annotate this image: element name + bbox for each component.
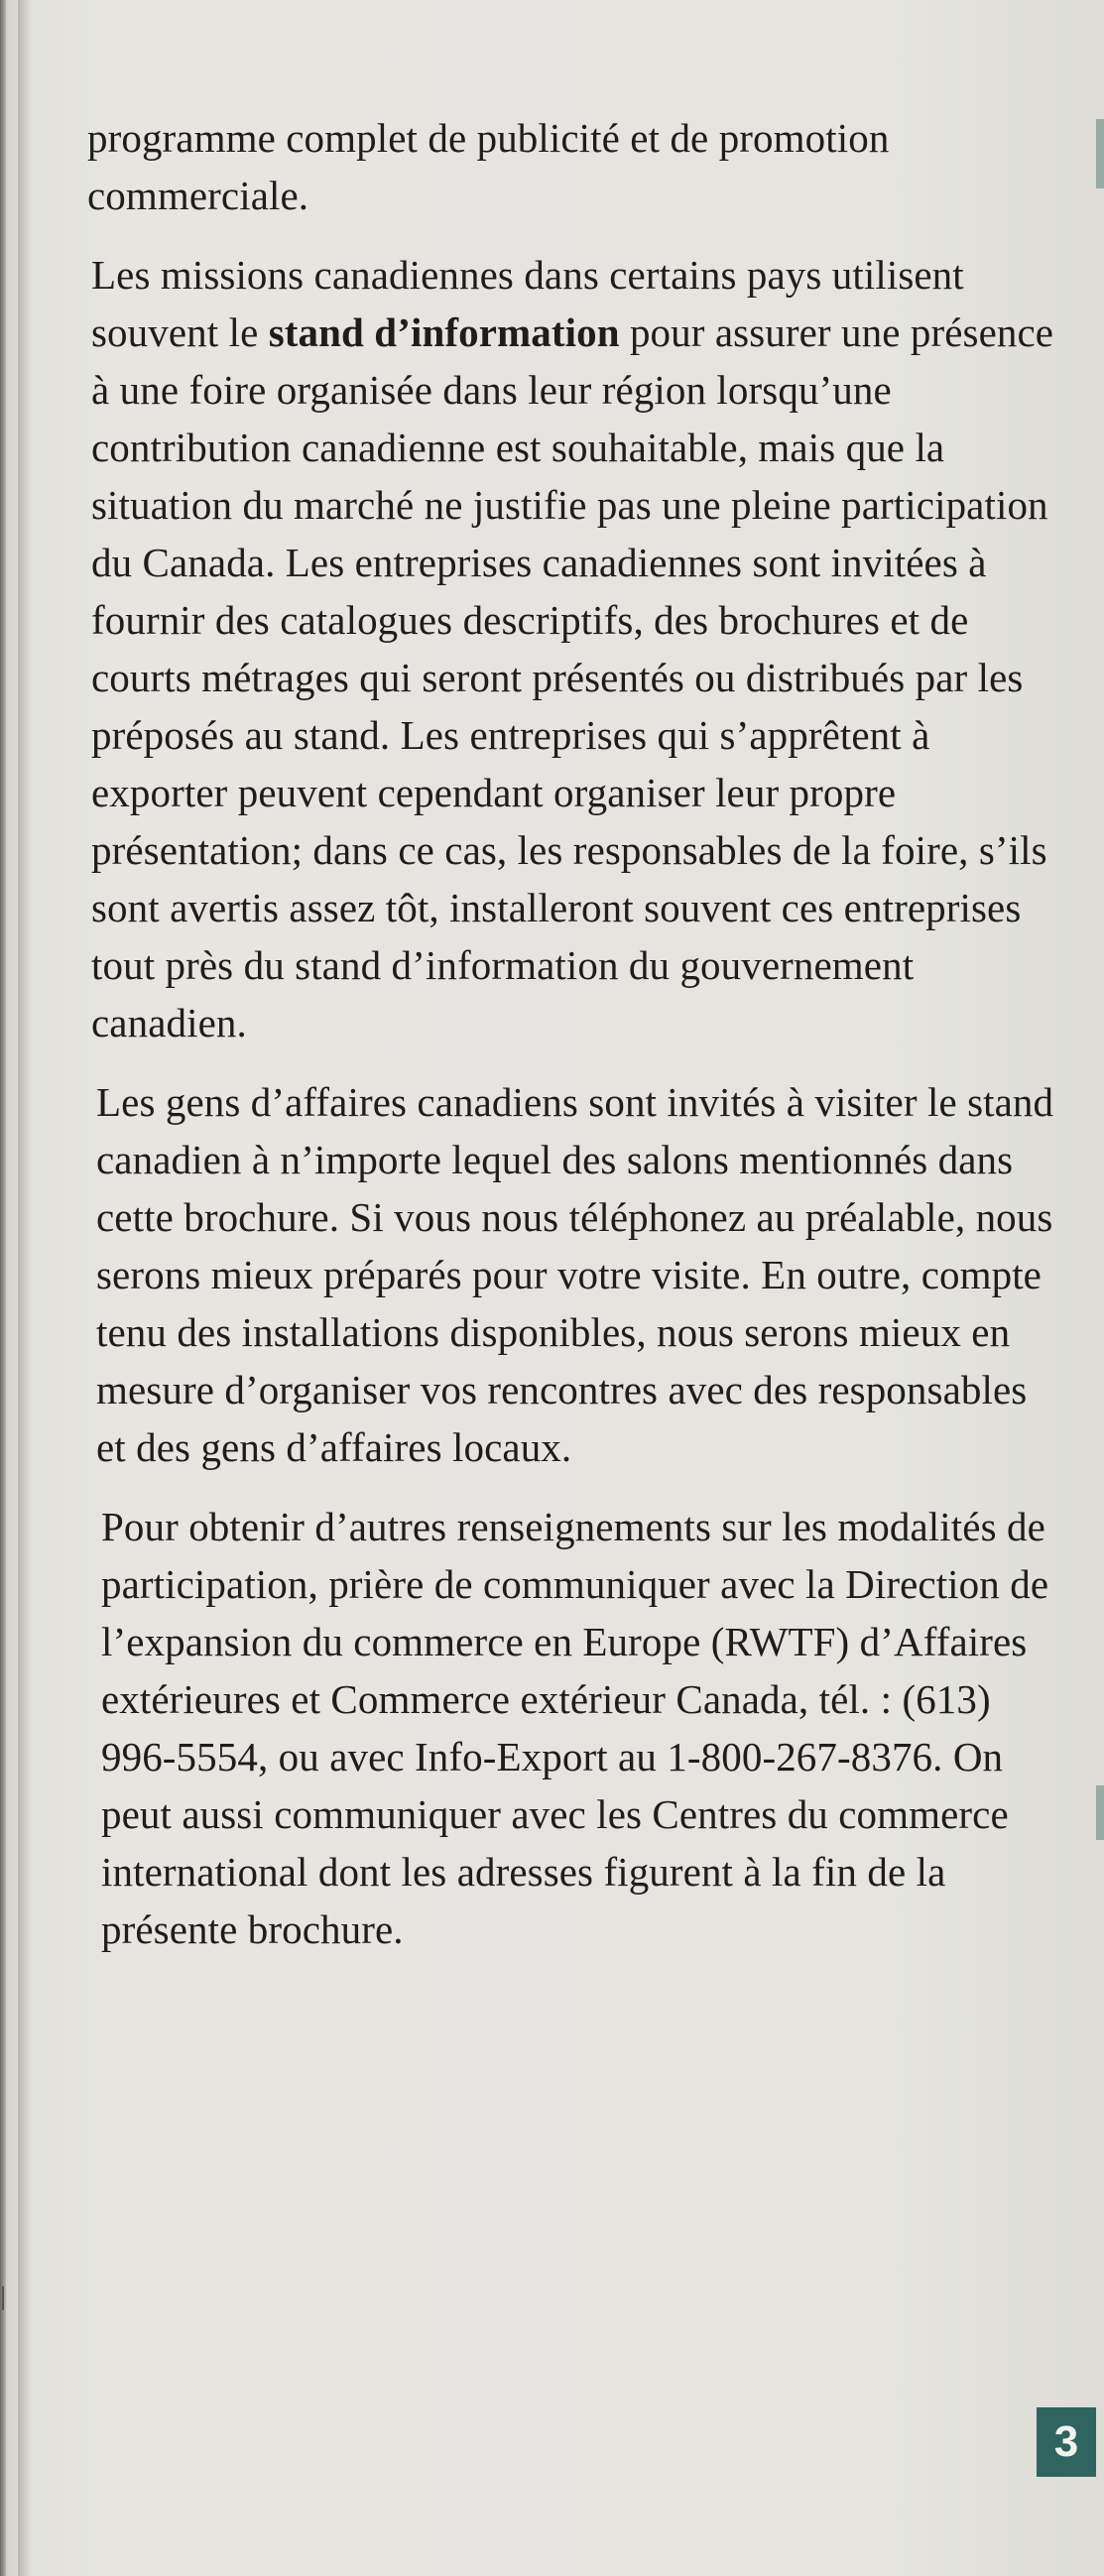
paragraph-publicity xyxy=(87,109,1059,224)
paragraph-text: Les gens d’affaires canadiens sont invités à visiter le stand canadien à n’importe lequel des salons mentionnés dans cette brochure. Si vous nous téléphonez au préalable, nous serons mieux préparés pour votre visite. En outre, compte tenu des installations disponibles, nous serons mieux en mesure d’organiser vos rencontres avec des responsables et des gens d’affaires locaux. xyxy=(96,1079,1054,1470)
paragraph-text: Pour obtenir d’autres renseignements sur les modalités de participation, prière de communiquer avec la Direction de l’expansion du commerce en Europe (RWTF) d’Affaires extérieures et Commerce extérieur Canada, tél. : (613) 996-5554, ou avec Info-Export au 1-800-267-8376. On peut aussi communiquer avec les Centres du commerce international dont les adresses figurent à la fin de la présente brochure. xyxy=(101,1504,1049,1952)
paragraph-visitors xyxy=(87,1073,1059,1476)
paragraph-text: programme complet de publicité et de promotion commerciale. xyxy=(87,115,890,218)
paragraph-text: Les missions canadiennes dans certains pays utilisent souvent le xyxy=(91,252,964,355)
bleed-through-mark xyxy=(1096,119,1104,188)
binding-shadow xyxy=(18,0,32,2576)
bold-term-info-stand: stand d’information xyxy=(268,309,620,355)
margin-mark xyxy=(2,2286,4,2310)
page-number: 3 xyxy=(1037,2407,1096,2477)
binding-edge xyxy=(0,0,6,2576)
paragraph-info-stand xyxy=(87,246,1059,1051)
body-text xyxy=(87,109,1059,1980)
paragraph-text: pour assurer une présence à une foire organisée dans leur région lorsqu’une contribution canadienne est souhaitable, mais que la situation du marché ne justifie pas une pleine participation du Canada. Les entreprises canadiennes sont invitées à fournir des catalogues descriptifs, des brochures et de courts métrages qui seront présentés ou distribués par les préposés au stand. Les entreprises qui s’apprêtent à exporter peuvent cependant organiser leur propre présentation; dans ce cas, les responsables de la foire, s’ils sont avertis assez tôt, installeront souvent ces entreprises tout près du stand d’information du gouvernement canadien. xyxy=(91,309,1054,1045)
bleed-through-mark xyxy=(1096,1785,1104,1840)
paragraph-contact xyxy=(87,1498,1059,1958)
